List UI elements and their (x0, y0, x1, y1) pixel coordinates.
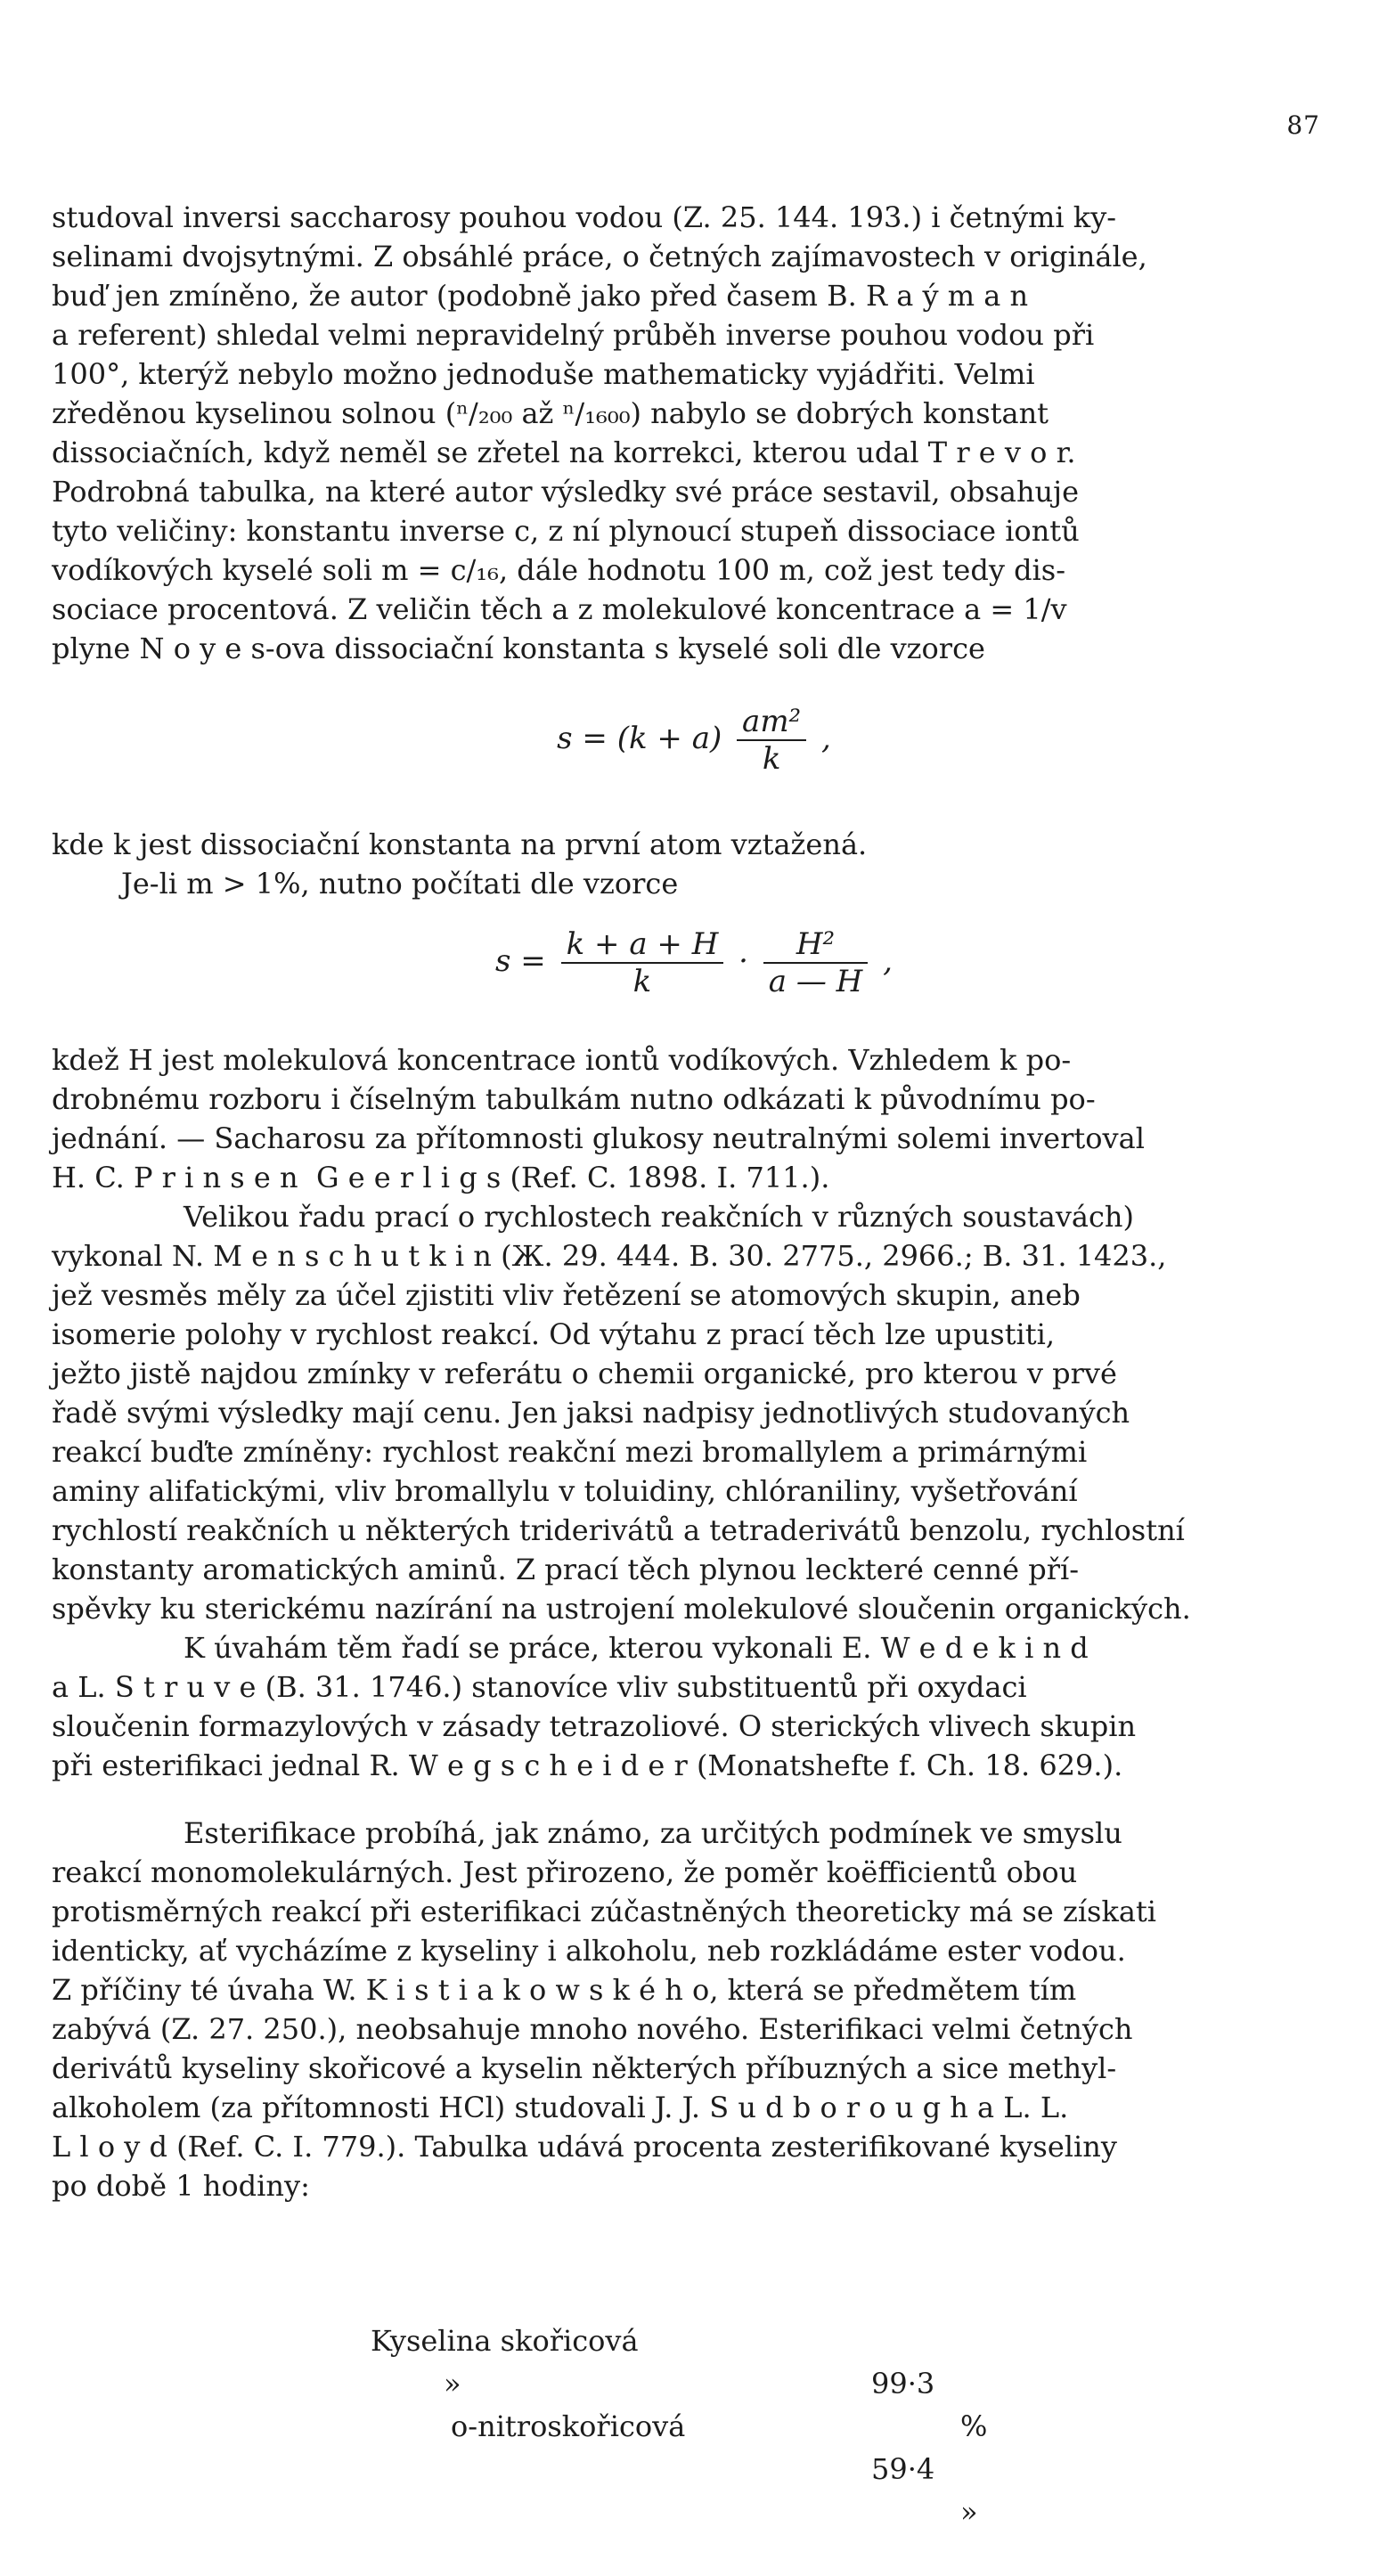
acid-name: Kyselina skořicová (371, 2324, 639, 2358)
text-line: 100°, kterýž nebylo možno jednoduše mathematicky vyjádřiti. Velmi (52, 357, 1035, 391)
text-line: a L. S t r u v e (B. 31. 1746.) stanovíce vliv substituentů při oxydaci (52, 1670, 1027, 1704)
text-line: L l o y d (Ref. C. I. 779.). Tabulka udává procenta zesterifikované kyseliny (52, 2130, 1117, 2164)
formula-hydrogen (52, 926, 1336, 999)
text-line: ježto jistě najdou zmínky v referátu o chemii organické, pro kterou v prvé (52, 1357, 1117, 1390)
formula-fraction (763, 926, 869, 999)
text-line: a referent) shledal velmi nepravidelný průběh inverse pouhou vodou při (52, 318, 1095, 352)
paragraph-inversion (52, 198, 1336, 668)
text-line: při esterifikaci jednal R. W e g s c h e i d e r (Monatshefte f. Ch. 18. 629.). (52, 1749, 1123, 1782)
paragraph-esterification (52, 1814, 1336, 2205)
ditto-mark: » (444, 2367, 461, 2401)
fraction-numerator: H² (763, 926, 869, 964)
text-line: Velikou řadu prací o rychlostech reakčních v různých soustavách) (184, 1200, 1135, 1234)
text-line: vykonal N. M e n s c h u t k i n (Ж. 29. 444. B. 30. 2775., 2966.; B. 31. 1423., (52, 1239, 1167, 1273)
acid-name: o-nitroskořicová (451, 2409, 686, 2443)
text-line: Esterifikace probíhá, jak známo, za určitých podmínek ve smyslu (184, 1816, 1122, 1850)
formula-fraction (737, 704, 806, 777)
fraction-numerator: am² (737, 704, 806, 741)
text-line: buď jen zmíněno, že autor (podobně jako před časem B. R a ý m a n (52, 279, 1029, 313)
formula-lhs: s = (k + a) (557, 721, 722, 756)
text-line: studoval inversi saccharosy pouhou vodou (Z. 25. 144. 193.) i četnými ky- (52, 200, 1117, 234)
ditto-unit: » (960, 2495, 978, 2529)
fraction-denominator: k (762, 741, 781, 777)
formula-lhs: s = (495, 943, 546, 979)
fraction-numerator: k + a + H (561, 926, 724, 964)
text-line: jež vesměs měly za účel zjistiti vliv řetězení se atomových skupin, aneb (52, 1278, 1081, 1312)
text-line: kdež H jest molekulová koncentrace iontů vodíkových. Vzhledem k po- (52, 1043, 1072, 1077)
page-number: 87 (1286, 110, 1320, 140)
table (52, 2277, 1336, 2529)
text-line: alkoholem (za přítomnosti HCl) studovali J. J. S u d b o r o u g h a L. L. (52, 2091, 1069, 2124)
text-line: identicky, ať vycházíme z kyseliny i alkoholu, neb rozkládáme ester vodou. (52, 1934, 1126, 1968)
text-line: řadě svými výsledky mají cenu. Jen jaksi nadpisy jednotlivých studovaných (52, 1396, 1130, 1430)
text-line: vodíkových kyselé soli m = c/₁₆, dále hodnotu 100 m, což jest tedy dis- (52, 553, 1066, 587)
formula-block-1 (52, 704, 1336, 793)
fraction-denominator: k (632, 964, 652, 999)
acid-percent: 99·3 (871, 2367, 935, 2401)
text-line: spěvky ku sterickému nazírání na ustrojení molekulové sloučenin organických. (52, 1592, 1191, 1626)
formula-tail: , (883, 943, 893, 979)
text-line: drobnému rozboru i číselným tabulkám nutno odkázati k původnímu po- (52, 1082, 1096, 1116)
text-line: rychlostí reakčních u některých triderivátů a tetraderivátů benzolu, rychlostní (52, 1513, 1185, 1547)
formula-dot: · (738, 943, 748, 979)
text-line: aminy alifatickými, vliv bromallylu v toluidiny, chlóraniliny, vyšetřování (52, 1474, 1078, 1508)
formula-tail: , (821, 721, 831, 756)
text-line: zabývá (Z. 27. 250.), neobsahuje mnoho nového. Esterifikaci velmi četných (52, 2012, 1133, 2046)
text-line: tyto veličiny: konstantu inverse c, z ní plynoucí stupeň dissociace iontů (52, 514, 1080, 548)
text-line: selinami dvojsytnými. Z obsáhlé práce, o četných zajímavostech v originále, (52, 240, 1147, 273)
text-line: isomerie polohy v rychlost reakcí. Od výtahu z prací těch lze upustiti, (52, 1317, 1056, 1351)
paragraph-dissociation (52, 825, 1336, 903)
text-line: plyne N o y e s-ova dissociační konstanta s kyselé soli dle vzorce (52, 632, 985, 665)
text-line: dissociačních, když neměl se zřetel na korrekci, kterou udal T r e v o r. (52, 436, 1076, 469)
text-line: Je-li m > 1%, nutno počítati dle vzorce (121, 867, 679, 901)
text-line: Z příčiny té úvaha W. K i s t i a k o w s k é h o, která se předmětem tím (52, 1973, 1077, 2007)
text-line: po době 1 hodiny: (52, 2169, 310, 2203)
text-line: reakcí buďte zmíněny: rychlost reakční mezi bromallylem a primárnými (52, 1435, 1088, 1469)
text-line: derivátů kyseliny skořicové a kyselin některých příbuzných a sice methyl- (52, 2051, 1117, 2085)
text-line: K úvahám těm řadí se práce, kterou vykonali E. W e d e k i n d (184, 1631, 1089, 1665)
paragraph-reactions (52, 1040, 1336, 1785)
formula-noyes (52, 704, 1336, 777)
text-line: jednání. — Sacharosu za přítomnosti glukosy neutralnými solemi invertoval (52, 1121, 1145, 1155)
text-line: reakcí monomolekulárných. Jest přirozeno, že poměr koëfficientů obou (52, 1855, 1078, 1889)
text-line: sociace procentová. Z veličin těch a z molekulové koncentrace a = 1/v (52, 592, 1067, 626)
acid-percent: 59·4 (871, 2452, 935, 2486)
text-line: sloučenin formazylových v zásady tetrazoliové. O sterických vlivech skupin (52, 1709, 1137, 1743)
text-line: konstanty aromatických aminů. Z prací těch plynou leckteré cenné pří- (52, 1553, 1080, 1586)
text-line: Podrobná tabulka, na které autor výsledky své práce sestavil, obsahuje (52, 475, 1080, 509)
formula-block-2 (52, 926, 1336, 1024)
text-line: protisměrných reakcí při esterifikaci zúčastněných theoreticky má se získati (52, 1895, 1157, 1928)
formula-fraction (561, 926, 724, 999)
fraction-denominator: a — H (768, 964, 863, 999)
percent-unit: % (960, 2409, 988, 2443)
text-line: zředěnou kyselinou solnou (ⁿ/₂₀₀ až ⁿ/₁₆₀₀) nabylo se dobrých konstant (52, 396, 1049, 430)
text-line: H. C. P r i n s e n G e e r l i g s (Ref. C. 1898. I. 711.). (52, 1161, 830, 1194)
text-line: kde k jest dissociační konstanta na první atom vztažená. (52, 827, 868, 861)
